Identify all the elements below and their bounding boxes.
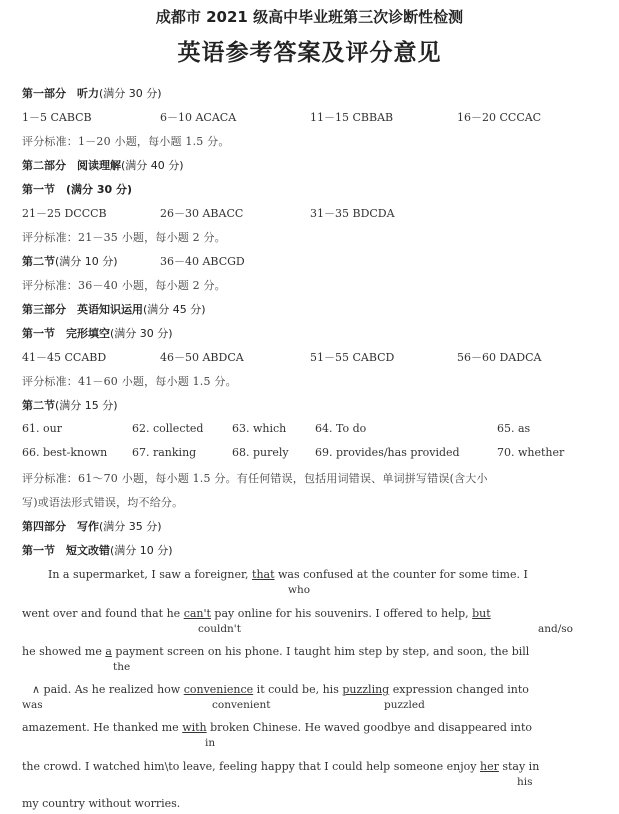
scoring-criteria: 评分标准：21－35 小题，每小题 2 分。 (22, 231, 226, 244)
passage-text: was confused at the counter for some time. I (274, 568, 528, 581)
answer-group: 51－55 CABCD (310, 351, 395, 364)
passage-text: went over and found that he (22, 607, 184, 620)
exam-title: 成都市 2021 级高中毕业班第三次诊断性检测 (155, 8, 464, 26)
insertion-word: was (22, 699, 43, 711)
error-word: that (252, 568, 275, 581)
passage-line (22, 607, 491, 620)
passage-text: to leave, feeling happy that I could help someone enjoy (168, 760, 480, 773)
error-word: her (479, 760, 499, 773)
correction-word: in (205, 737, 216, 749)
section-title: 第一节 完形填空 (22, 327, 110, 340)
error-word: convenience (183, 683, 254, 696)
section-score: (满分 10 分) (110, 544, 173, 557)
answer-item: 69. provides/has provided (315, 446, 460, 459)
error-word: can't (183, 607, 211, 620)
scoring-criteria: 评分标准：41－60 小题，每小题 1.5 分。 (22, 375, 237, 388)
answer-group: 11－15 CBBAB (310, 111, 394, 124)
section-heading (22, 397, 118, 413)
section-heading: 第一节 (满分 30 分) (22, 183, 133, 196)
section-score: (满分 10 分) (55, 255, 118, 268)
section-heading (22, 325, 173, 341)
passage-text: the crowd. I watched him (22, 760, 165, 773)
passage-text: he showed me (22, 645, 106, 658)
part3-score: (满分 45 分) (143, 303, 206, 316)
answer-group: 1－5 CABCB (22, 111, 92, 124)
scoring-criteria: 评分标准：61～70 小题，每小题 1.5 分。有任何错误，包括用词错误、单词拼写错误(含大小 (22, 472, 488, 485)
error-word: a (105, 645, 112, 658)
part4-score: (满分 35 分) (99, 520, 162, 533)
answer-item: 63. which (232, 422, 287, 435)
part4-title: 第四部分 写作 (22, 520, 99, 533)
correction-word: puzzled (384, 699, 425, 711)
correction-word: couldn't (198, 623, 241, 635)
passage-text: amazement. He thanked me (22, 721, 183, 734)
section-heading (22, 253, 118, 269)
page-title: 英语参考答案及评分意见 (177, 40, 442, 66)
part2-score: (满分 40 分) (121, 159, 184, 172)
section-score: (满分 30 分) (110, 327, 173, 340)
section-heading (22, 542, 173, 558)
deletion-mark: \ (164, 760, 169, 773)
correction-word: who (288, 584, 311, 596)
passage-line (22, 645, 529, 658)
answer-group: 21－25 DCCCB (22, 207, 107, 220)
section-score: (满分 15 分) (55, 399, 118, 412)
answer-group: 56－60 DADCA (457, 351, 542, 364)
part1-title: 第一部分 听力 (22, 87, 99, 100)
passage-text: broken Chinese. He waved goodbye and disappeared into (206, 721, 533, 734)
passage-text: payment screen on his phone. I taught him step by step, and soon, the bill (111, 645, 530, 658)
part2-heading (22, 157, 184, 173)
answer-group: 6－10 ACACA (160, 111, 237, 124)
part3-title: 第三部分 英语知识运用 (22, 303, 143, 316)
passage-line (22, 760, 539, 773)
part1-score: (满分 30 分) (99, 87, 162, 100)
scoring-criteria-continued: 写)或语法形式错误，均不给分。 (22, 496, 184, 509)
scoring-criteria: 评分标准：36－40 小题，每小题 2 分。 (22, 279, 226, 292)
answer-item: 64. To do (315, 422, 367, 435)
answer-group: 46－50 ABDCA (160, 351, 244, 364)
part4-heading (22, 518, 162, 534)
passage-text: it could be, his (253, 683, 343, 696)
scoring-criteria: 评分标准：1－20 小题，每小题 1.5 分。 (22, 135, 230, 148)
section-title: 第二节 (22, 399, 55, 412)
passage-text: In a supermarket, I saw a foreigner, (48, 568, 253, 581)
passage-line (22, 721, 532, 734)
insertion-caret: ∧ (32, 683, 41, 696)
passage-line: my country without worries. (22, 797, 181, 810)
answer-item: 68. purely (232, 446, 289, 459)
passage-line (32, 683, 529, 696)
passage-text: stay in (498, 760, 540, 773)
answer-item: 66. best-known (22, 446, 108, 459)
error-word: but (472, 607, 491, 620)
correction-word: his (517, 776, 533, 788)
answer-item: 62. collected (132, 422, 204, 435)
error-word: puzzling (342, 683, 390, 696)
answer-item: 65. as (497, 422, 531, 435)
answer-group: 31－35 BDCDA (310, 207, 395, 220)
passage-text: paid. As he realized how (40, 683, 184, 696)
section-title: 第一节 短文改错 (22, 544, 110, 557)
passage-line (48, 568, 528, 581)
answer-item: 61. our (22, 422, 62, 435)
answer-group: 16－20 CCCAC (457, 111, 542, 124)
answer-item: 70. whether (497, 446, 565, 459)
part2-title: 第二部分 阅读理解 (22, 159, 121, 172)
section-title: 第二节 (22, 255, 55, 268)
correction-word: and/so (538, 623, 573, 635)
answer-group: 36－40 ABCGD (160, 255, 245, 268)
passage-text: expression changed into (389, 683, 529, 696)
part3-heading (22, 301, 206, 317)
correction-word: the (113, 661, 131, 673)
answer-group: 26－30 ABACC (160, 207, 244, 220)
error-word: with (182, 721, 207, 734)
answer-item: 67. ranking (132, 446, 197, 459)
correction-word: convenient (212, 699, 271, 711)
answer-group: 41－45 CCABD (22, 351, 107, 364)
passage-text: pay online for his souvenirs. I offered to help, (210, 607, 473, 620)
part1-heading (22, 85, 162, 101)
